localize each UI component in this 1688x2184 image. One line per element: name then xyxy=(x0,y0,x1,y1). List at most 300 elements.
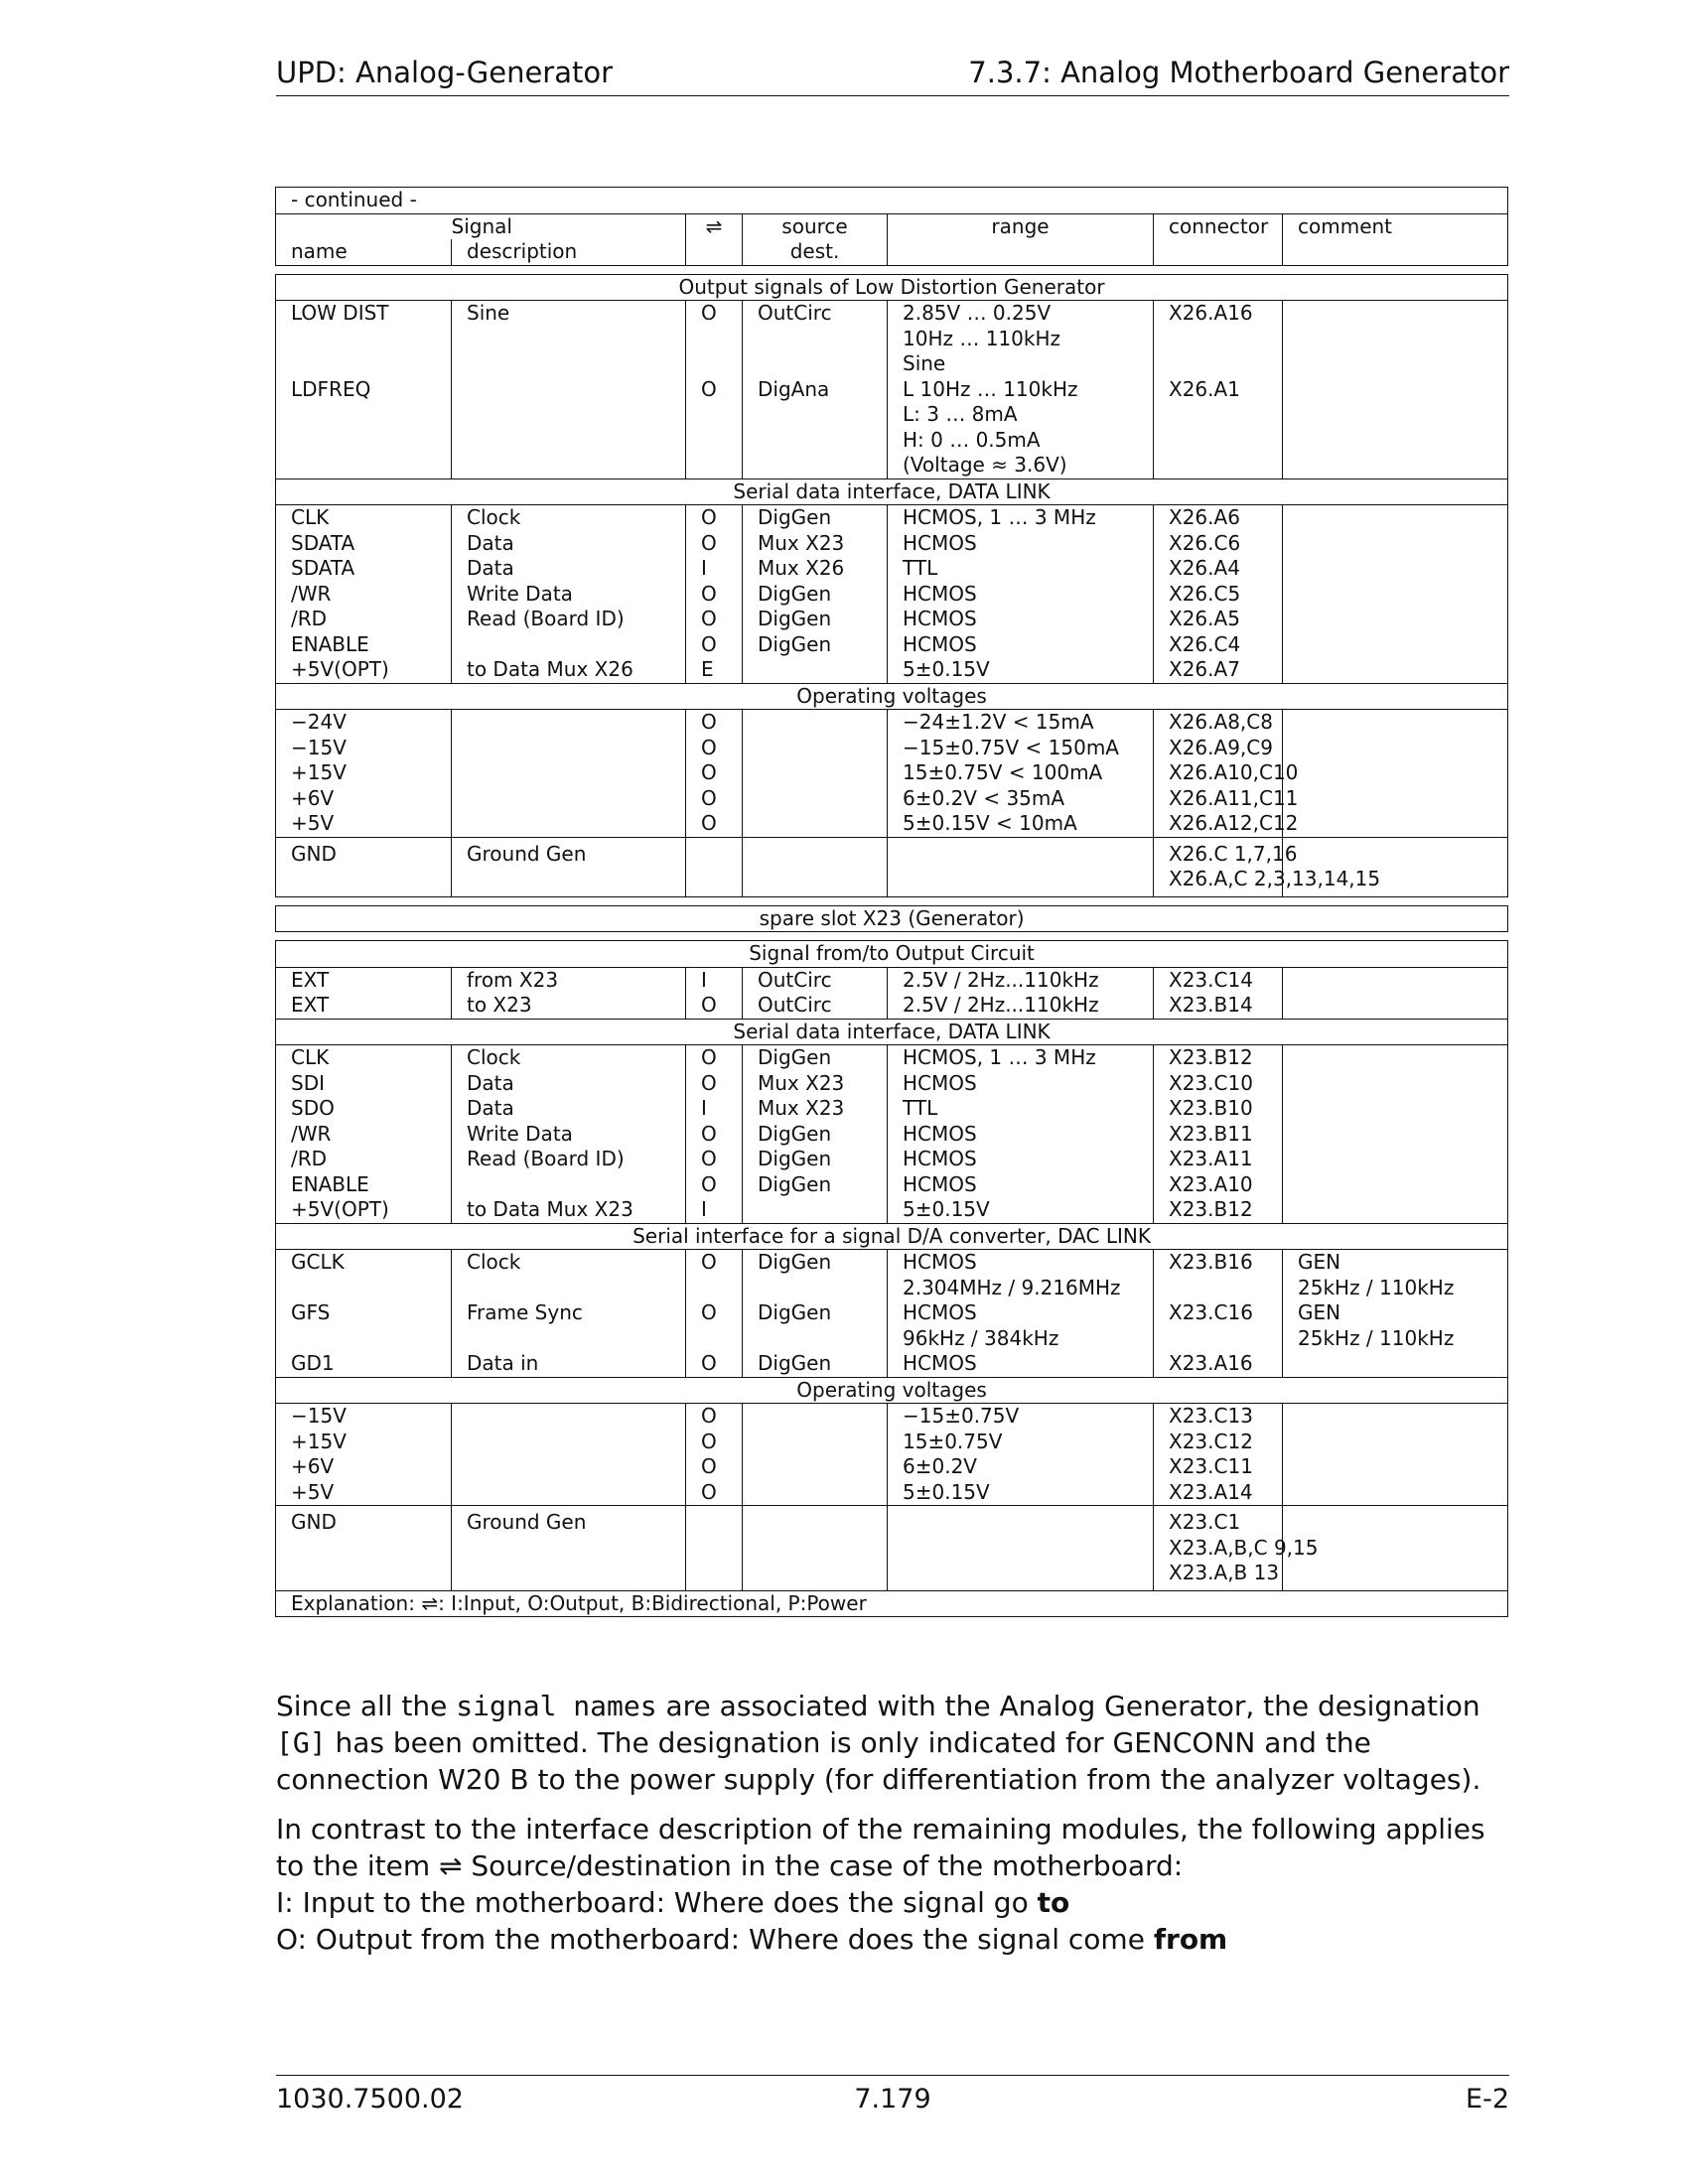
signal-source xyxy=(743,1480,888,1506)
signal-connector: X23.B10 xyxy=(1154,1096,1283,1122)
signal-direction: O xyxy=(686,1250,743,1301)
table-row xyxy=(276,710,1508,736)
signal-connector: X23.B14 xyxy=(1154,993,1283,1019)
section-title: Serial interface for a signal D/A converter, DAC LINK xyxy=(276,1223,1508,1250)
signal-name: /RD xyxy=(276,607,452,632)
signal-name: GCLK xyxy=(276,1250,452,1301)
table-row xyxy=(276,607,1508,632)
signal-source: DigGen xyxy=(743,1045,888,1071)
signal-source xyxy=(743,1430,888,1455)
para2-line2: I: Input to the motherboard: Where does the signal go to xyxy=(276,1886,1070,1919)
paragraph-source-destination xyxy=(276,1811,1509,1958)
table-explanation: Explanation: ⇌: I:Input, O:Output, B:Bidirectional, P:Power xyxy=(276,1590,1508,1617)
signal-direction: O xyxy=(686,710,743,736)
signal-comment xyxy=(1283,607,1508,632)
signal-direction: O xyxy=(686,632,743,658)
section-title-row xyxy=(276,1019,1508,1045)
header-dest: dest. xyxy=(743,239,888,265)
header-signal: Signal xyxy=(452,213,686,239)
signal-source xyxy=(743,760,888,786)
signal-source xyxy=(743,1454,888,1480)
section-title-row xyxy=(276,1223,1508,1250)
table-row xyxy=(276,967,1508,993)
section-title: Operating voltages xyxy=(276,683,1508,710)
signal-connector: X23.B11 xyxy=(1154,1122,1283,1148)
signal-source: DigGen xyxy=(743,1172,888,1198)
signal-source: DigGen xyxy=(743,607,888,632)
signal-source: Mux X23 xyxy=(743,1096,888,1122)
signal-connector: X23.B12 xyxy=(1154,1197,1283,1223)
signal-range: HCMOS xyxy=(888,1147,1154,1172)
table-row xyxy=(276,1480,1508,1506)
signal-range: 5±0.15V xyxy=(888,1480,1154,1506)
ground-dir xyxy=(686,1506,743,1591)
ground-source xyxy=(743,1506,888,1591)
signal-name: +5V xyxy=(276,811,452,837)
header-right: 7.3.7: Analog Motherboard Generator xyxy=(968,56,1509,89)
signal-description xyxy=(452,1404,686,1430)
signal-name: CLK xyxy=(276,1045,452,1071)
signal-description xyxy=(452,760,686,786)
signal-range: HCMOS, 1 … 3 MHz xyxy=(888,1045,1154,1071)
signal-name: EXT xyxy=(276,993,452,1019)
table-row xyxy=(276,1045,1508,1071)
signal-direction: O xyxy=(686,531,743,557)
signal-range: 5±0.15V < 10mA xyxy=(888,811,1154,837)
signal-name: GD1 xyxy=(276,1351,452,1377)
page-footer xyxy=(276,2075,1509,2115)
signal-description: to Data Mux X26 xyxy=(452,657,686,683)
section-title-row xyxy=(276,1377,1508,1404)
signal-connector: X26.C6 xyxy=(1154,531,1283,557)
signal-description xyxy=(452,736,686,761)
signal-range: HCMOS 96kHz / 384kHz xyxy=(888,1300,1154,1351)
signal-name: +6V xyxy=(276,786,452,812)
signal-source: DigGen xyxy=(743,632,888,658)
signal-description xyxy=(452,811,686,837)
table-row xyxy=(276,556,1508,582)
signal-description: Clock xyxy=(452,1250,686,1301)
signal-description: Sine xyxy=(452,301,686,377)
signal-name: +5V(OPT) xyxy=(276,657,452,683)
signal-range: 5±0.15V xyxy=(888,657,1154,683)
continued-label: - continued - xyxy=(276,188,1508,214)
signal-comment xyxy=(1283,1071,1508,1097)
signal-direction: O xyxy=(686,1430,743,1455)
signal-description: Write Data xyxy=(452,1122,686,1148)
signal-description: Data xyxy=(452,1071,686,1097)
signal-direction: O xyxy=(686,607,743,632)
header-source: source xyxy=(743,213,888,239)
ground-name: GND xyxy=(276,837,452,896)
table-row xyxy=(276,531,1508,557)
signal-direction: O xyxy=(686,1172,743,1198)
signal-description xyxy=(452,1454,686,1480)
signal-range: HCMOS xyxy=(888,1122,1154,1148)
signal-description: Data in xyxy=(452,1351,686,1377)
page-header xyxy=(276,56,1509,96)
signal-name: ENABLE xyxy=(276,632,452,658)
signal-connector: X26.A6 xyxy=(1154,505,1283,531)
signal-name: /WR xyxy=(276,582,452,608)
signal-table xyxy=(275,187,1508,1617)
signal-direction: O xyxy=(686,1480,743,1506)
table-row xyxy=(276,632,1508,658)
signal-direction: I xyxy=(686,967,743,993)
section-title: Signal from/to Output Circuit xyxy=(276,941,1508,968)
signal-name: +15V xyxy=(276,1430,452,1455)
gap-cell xyxy=(276,932,1508,941)
table-row xyxy=(276,993,1508,1019)
signal-source xyxy=(743,1404,888,1430)
signal-source: DigGen xyxy=(743,1122,888,1148)
signal-comment xyxy=(1283,377,1508,479)
spare-slot-row xyxy=(276,905,1508,932)
signal-comment xyxy=(1283,301,1508,377)
signal-range: HCMOS xyxy=(888,607,1154,632)
signal-direction: O xyxy=(686,582,743,608)
signal-connector: X23.C11 xyxy=(1154,1454,1283,1480)
signal-comment xyxy=(1283,556,1508,582)
para2-line3: O: Output from the motherboard: Where does the signal come from xyxy=(276,1923,1228,1956)
header-range-blank xyxy=(888,239,1154,265)
ground-row xyxy=(276,837,1508,896)
ground-range xyxy=(888,837,1154,896)
signal-description xyxy=(452,1480,686,1506)
signal-comment xyxy=(1283,1096,1508,1122)
ground-description: Ground Gen xyxy=(452,837,686,896)
ground-description: Ground Gen xyxy=(452,1506,686,1591)
signal-description: Data xyxy=(452,556,686,582)
table-row xyxy=(276,1096,1508,1122)
footer-pagenum: 7.179 xyxy=(854,2084,931,2115)
signal-name: +5V xyxy=(276,1480,452,1506)
signal-range: 2.85V … 0.25V 10Hz … 110kHz Sine xyxy=(888,301,1154,377)
signal-direction: O xyxy=(686,1122,743,1148)
table-gap xyxy=(276,265,1508,274)
signal-source: Mux X23 xyxy=(743,1071,888,1097)
table-row xyxy=(276,811,1508,837)
table-row xyxy=(276,786,1508,812)
signal-range: HCMOS, 1 … 3 MHz xyxy=(888,505,1154,531)
signal-description: Read (Board ID) xyxy=(452,607,686,632)
signal-direction: O xyxy=(686,1404,743,1430)
signal-source: Mux X26 xyxy=(743,556,888,582)
table-row xyxy=(276,505,1508,531)
signal-connector: X26.C5 xyxy=(1154,582,1283,608)
header-comment: comment xyxy=(1283,213,1508,239)
footer-docnum: 1030.7500.02 xyxy=(276,2084,464,2115)
signal-connector: X23.A10 xyxy=(1154,1172,1283,1198)
signal-source xyxy=(743,657,888,683)
signal-name: +15V xyxy=(276,760,452,786)
signal-description: to Data Mux X23 xyxy=(452,1197,686,1223)
signal-comment xyxy=(1283,1045,1508,1071)
spare-slot-title: spare slot X23 (Generator) xyxy=(276,905,1508,932)
signal-range: L 10Hz … 110kHz L: 3 … 8mA H: 0 … 0.5mA (Voltage ≈ 3.6V) xyxy=(888,377,1154,479)
signal-source: DigGen xyxy=(743,505,888,531)
signal-connector: X26.A9,C9 xyxy=(1154,736,1283,761)
signal-source: OutCirc xyxy=(743,967,888,993)
signal-description: Write Data xyxy=(452,582,686,608)
signal-connector: X26.A11,C11 xyxy=(1154,786,1283,812)
ground-dir xyxy=(686,837,743,896)
table-row xyxy=(276,301,1508,377)
signal-connector: X23.C10 xyxy=(1154,1071,1283,1097)
signal-connector: X23.B16 xyxy=(1154,1250,1283,1301)
table-row xyxy=(276,760,1508,786)
signal-name: SDI xyxy=(276,1071,452,1097)
signal-direction: O xyxy=(686,811,743,837)
signal-description xyxy=(452,632,686,658)
signal-name: +5V(OPT) xyxy=(276,1197,452,1223)
signal-comment xyxy=(1283,786,1508,812)
table-row xyxy=(276,1172,1508,1198)
table-row xyxy=(276,1122,1508,1148)
signal-comment xyxy=(1283,1430,1508,1455)
signal-source: DigGen xyxy=(743,1300,888,1351)
signal-comment xyxy=(1283,1454,1508,1480)
table-continued-row xyxy=(276,188,1508,214)
signal-name: /WR xyxy=(276,1122,452,1148)
explanation-row xyxy=(276,1590,1508,1617)
table-row xyxy=(276,736,1508,761)
signal-source xyxy=(743,811,888,837)
signal-range: 6±0.2V xyxy=(888,1454,1154,1480)
table-gap xyxy=(276,932,1508,941)
signal-direction: O xyxy=(686,760,743,786)
signal-range: −15±0.75V xyxy=(888,1404,1154,1430)
table-row xyxy=(276,1071,1508,1097)
signal-connector: X26.A5 xyxy=(1154,607,1283,632)
signal-description: to X23 xyxy=(452,993,686,1019)
signal-name: CLK xyxy=(276,505,452,531)
signal-connector: X23.C13 xyxy=(1154,1404,1283,1430)
header-direction: ⇌ xyxy=(686,213,743,239)
signal-description: Data xyxy=(452,531,686,557)
signal-direction: O xyxy=(686,301,743,377)
signal-connector: X26.C4 xyxy=(1154,632,1283,658)
header-description: description xyxy=(452,239,686,265)
table-row xyxy=(276,1351,1508,1377)
signal-direction: O xyxy=(686,1454,743,1480)
section-title: Output signals of Low Distortion Generator xyxy=(276,274,1508,301)
gap-cell xyxy=(276,265,1508,274)
signal-source: DigGen xyxy=(743,582,888,608)
signal-comment xyxy=(1283,582,1508,608)
table-row xyxy=(276,1404,1508,1430)
signal-description xyxy=(452,710,686,736)
signal-name: −24V xyxy=(276,710,452,736)
table-row xyxy=(276,1300,1508,1351)
signal-comment: GEN 25kHz / 110kHz xyxy=(1283,1250,1508,1301)
signal-name: LOW DIST xyxy=(276,301,452,377)
paragraph-designation: Since all the signal names are associated with the Analog Generator, the designation [G] has been omitted. The designation is only indicated for GENCONN and the connection W20 B to the power supply (for differentiation from the analyzer voltages). xyxy=(276,1690,1481,1796)
signal-connector: X23.A11 xyxy=(1154,1147,1283,1172)
header-left: UPD: Analog-Generator xyxy=(276,56,614,89)
section-title-row xyxy=(276,941,1508,968)
signal-name: GFS xyxy=(276,1300,452,1351)
signal-direction: O xyxy=(686,1147,743,1172)
signal-connector: X26.A4 xyxy=(1154,556,1283,582)
table-row xyxy=(276,1197,1508,1223)
signal-connector: X26.A16 xyxy=(1154,301,1283,377)
ground-connector: X26.C 1,7,16 X26.A,C 2,3,13,14,15 xyxy=(1154,837,1283,896)
table-row xyxy=(276,1430,1508,1455)
signal-source xyxy=(743,786,888,812)
table-row xyxy=(276,657,1508,683)
table-row xyxy=(276,1454,1508,1480)
signal-range: −15±0.75V < 150mA xyxy=(888,736,1154,761)
signal-name: SDO xyxy=(276,1096,452,1122)
section-title: Operating voltages xyxy=(276,1377,1508,1404)
signal-comment xyxy=(1283,1122,1508,1148)
header-name: name xyxy=(276,239,452,265)
signal-source xyxy=(743,736,888,761)
signal-range: 2.5V / 2Hz...110kHz xyxy=(888,993,1154,1019)
signal-range: HCMOS xyxy=(888,582,1154,608)
signal-connector: X26.A10,C10 xyxy=(1154,760,1283,786)
footer-edition: E-2 xyxy=(1466,2084,1509,2115)
ground-range xyxy=(888,1506,1154,1591)
header-dir-blank xyxy=(686,239,743,265)
signal-comment xyxy=(1283,993,1508,1019)
signal-range: 6±0.2V < 35mA xyxy=(888,786,1154,812)
signal-connector: X23.C16 xyxy=(1154,1300,1283,1351)
signal-description: Frame Sync xyxy=(452,1300,686,1351)
signal-source: DigGen xyxy=(743,1147,888,1172)
table-row xyxy=(276,1147,1508,1172)
signal-name: /RD xyxy=(276,1147,452,1172)
ground-row xyxy=(276,1506,1508,1591)
signal-connector: X26.A12,C12 xyxy=(1154,811,1283,837)
signal-range: HCMOS xyxy=(888,1071,1154,1097)
signal-range: TTL xyxy=(888,1096,1154,1122)
signal-name: EXT xyxy=(276,967,452,993)
signal-direction: O xyxy=(686,1071,743,1097)
table-header-row1 xyxy=(276,213,1508,239)
signal-connector: X23.C12 xyxy=(1154,1430,1283,1455)
signal-comment xyxy=(1283,1147,1508,1172)
signal-range: 2.5V / 2Hz...110kHz xyxy=(888,967,1154,993)
signal-source xyxy=(743,710,888,736)
signal-direction: O xyxy=(686,736,743,761)
signal-comment: GEN 25kHz / 110kHz xyxy=(1283,1300,1508,1351)
signal-direction: O xyxy=(686,993,743,1019)
signal-direction: I xyxy=(686,556,743,582)
ground-source xyxy=(743,837,888,896)
signal-name: −15V xyxy=(276,736,452,761)
header-comment-blank xyxy=(1283,239,1508,265)
signal-comment xyxy=(1283,1172,1508,1198)
section-title: Serial data interface, DATA LINK xyxy=(276,1019,1508,1045)
signal-comment xyxy=(1283,531,1508,557)
signal-comment xyxy=(1283,1404,1508,1430)
signal-name: SDATA xyxy=(276,531,452,557)
signal-name: SDATA xyxy=(276,556,452,582)
signal-name: +6V xyxy=(276,1454,452,1480)
header-conn-blank xyxy=(1154,239,1283,265)
signal-direction: I xyxy=(686,1096,743,1122)
signal-comment xyxy=(1283,505,1508,531)
signal-range: 15±0.75V xyxy=(888,1430,1154,1455)
section-title-row xyxy=(276,683,1508,710)
signal-direction: O xyxy=(686,786,743,812)
signal-range: HCMOS xyxy=(888,632,1154,658)
section-title-row xyxy=(276,274,1508,301)
signal-direction: I xyxy=(686,1197,743,1223)
signal-comment xyxy=(1283,967,1508,993)
signal-range: 5±0.15V xyxy=(888,1197,1154,1223)
signal-range: HCMOS xyxy=(888,531,1154,557)
signal-direction: O xyxy=(686,1300,743,1351)
signal-direction: O xyxy=(686,377,743,479)
signal-description xyxy=(452,786,686,812)
signal-comment xyxy=(1283,710,1508,736)
gap-cell xyxy=(276,896,1508,905)
signal-range: −24±1.2V < 15mA xyxy=(888,710,1154,736)
table-row xyxy=(276,1250,1508,1301)
signal-connector: X26.A1 xyxy=(1154,377,1283,479)
signal-comment xyxy=(1283,760,1508,786)
para2-line1: In contrast to the interface description of the remaining modules, the following applies to the item ⇌ Source/destination in the case of the motherboard: xyxy=(276,1813,1485,1882)
signal-name: −15V xyxy=(276,1404,452,1430)
signal-comment xyxy=(1283,632,1508,658)
signal-range: HCMOS xyxy=(888,1351,1154,1377)
signal-source: DigGen xyxy=(743,1250,888,1301)
signal-connector: X26.A8,C8 xyxy=(1154,710,1283,736)
signal-description: Clock xyxy=(452,505,686,531)
signal-range: HCMOS xyxy=(888,1172,1154,1198)
signal-comment xyxy=(1283,736,1508,761)
signal-description: Read (Board ID) xyxy=(452,1147,686,1172)
signal-source: DigGen xyxy=(743,1351,888,1377)
signal-range: HCMOS 2.304MHz / 9.216MHz xyxy=(888,1250,1154,1301)
table-gap xyxy=(276,896,1508,905)
signal-connector: X26.A7 xyxy=(1154,657,1283,683)
signal-comment xyxy=(1283,657,1508,683)
section-title: Serial data interface, DATA LINK xyxy=(276,478,1508,505)
header-signal-blank xyxy=(276,213,452,239)
signal-description xyxy=(452,377,686,479)
header-range: range xyxy=(888,213,1154,239)
signal-comment xyxy=(1283,1197,1508,1223)
signal-source: DigAna xyxy=(743,377,888,479)
signal-name: ENABLE xyxy=(276,1172,452,1198)
signal-description: Clock xyxy=(452,1045,686,1071)
signal-range: TTL xyxy=(888,556,1154,582)
signal-description xyxy=(452,1430,686,1455)
signal-comment xyxy=(1283,1351,1508,1377)
signal-connector: X23.A16 xyxy=(1154,1351,1283,1377)
signal-source: OutCirc xyxy=(743,301,888,377)
header-connector: connector xyxy=(1154,213,1283,239)
signal-connector: X23.A14 xyxy=(1154,1480,1283,1506)
ground-name: GND xyxy=(276,1506,452,1591)
signal-connector: X23.C14 xyxy=(1154,967,1283,993)
signal-name: LDFREQ xyxy=(276,377,452,479)
signal-comment xyxy=(1283,811,1508,837)
signal-description: from X23 xyxy=(452,967,686,993)
signal-source: OutCirc xyxy=(743,993,888,1019)
signal-description xyxy=(452,1172,686,1198)
section-title-row xyxy=(276,478,1508,505)
signal-direction: O xyxy=(686,1045,743,1071)
table-row xyxy=(276,377,1508,479)
signal-direction: O xyxy=(686,1351,743,1377)
signal-source: Mux X23 xyxy=(743,531,888,557)
signal-direction: O xyxy=(686,505,743,531)
